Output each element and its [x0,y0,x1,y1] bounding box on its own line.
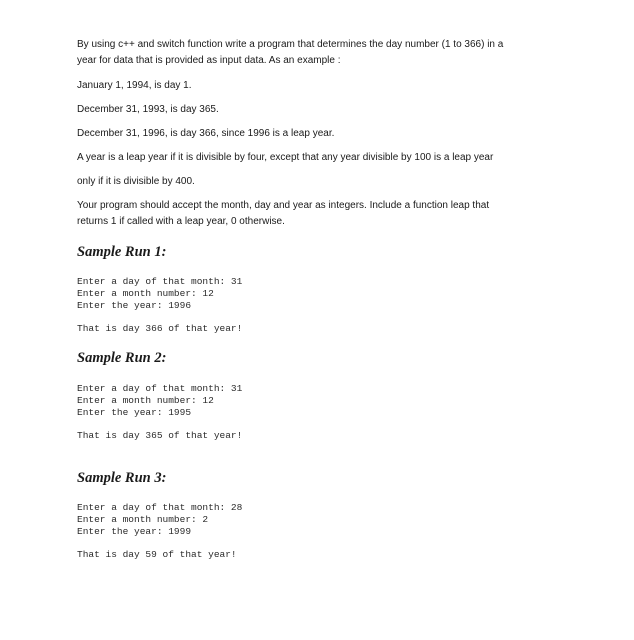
leap-rule-line-1: A year is a leap year if it is divisible by four, except that any year divisible by 100 is a leap year [77,152,494,163]
sample-run-1-heading: Sample Run 1: [77,244,167,260]
requirement-line-1: Your program should accept the month, day and year as integers. Include a function leap that [77,200,490,211]
intro-line-2: year for data that is provided as input data. As an example : [77,55,341,66]
example-3: December 31, 1996, is day 366, since 1996 is a leap year. [77,128,335,139]
sample-run-1-prompt-month: Enter a month number: 12 [77,288,214,299]
sample-run-1-prompt-day: Enter a day of that month: 31 [77,276,243,287]
sample-run-2-prompt-day: Enter a day of that month: 31 [77,383,243,394]
sample-run-2-prompt-month: Enter a month number: 12 [77,395,214,406]
sample-run-2-result: That is day 365 of that year! [77,430,243,441]
sample-run-3-prompt-month: Enter a month number: 2 [77,514,209,525]
sample-run-3-result: That is day 59 of that year! [77,549,237,560]
example-2: December 31, 1993, is day 365. [77,104,219,115]
example-1: January 1, 1994, is day 1. [77,80,192,91]
leap-rule-line-2: only if it is divisible by 400. [77,176,195,187]
sample-run-2-heading: Sample Run 2: [77,350,167,366]
requirement-line-2: returns 1 if called with a leap year, 0 otherwise. [77,216,285,227]
sample-run-3-prompt-day: Enter a day of that month: 28 [77,502,243,513]
sample-run-3-heading: Sample Run 3: [77,470,167,486]
sample-run-3-prompt-year: Enter the year: 1999 [77,526,192,537]
sample-run-1-result: That is day 366 of that year! [77,323,243,334]
sample-run-1-prompt-year: Enter the year: 1996 [77,300,192,311]
sample-run-2-prompt-year: Enter the year: 1995 [77,407,192,418]
intro-line-1: By using c++ and switch function write a program that determines the day number (1 to 366) in a [77,39,504,50]
